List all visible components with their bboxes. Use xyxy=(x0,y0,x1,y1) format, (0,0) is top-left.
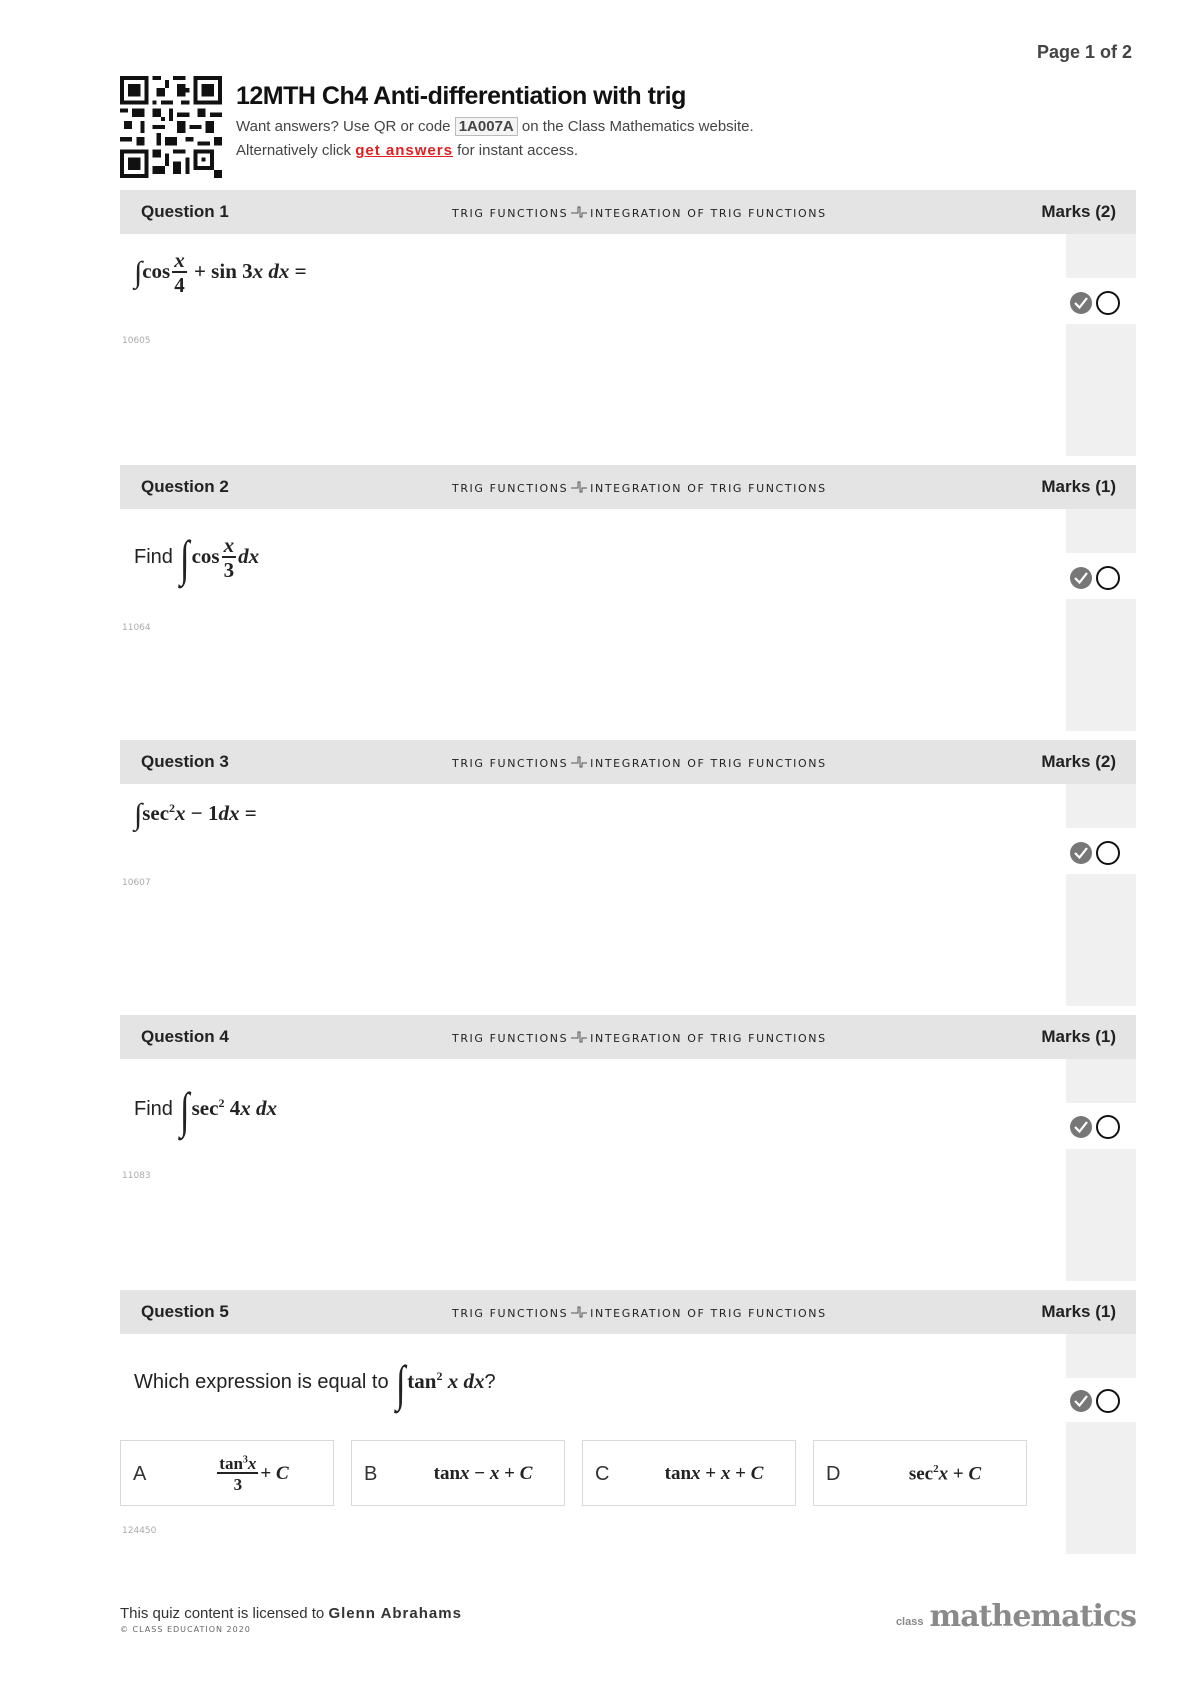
question-card xyxy=(120,465,1136,731)
question-topic xyxy=(452,206,827,220)
question-number: Question 1 xyxy=(141,202,229,221)
marking-toggle[interactable] xyxy=(1068,564,1122,592)
option-expression: tanx + x + C xyxy=(664,1463,764,1484)
option-expression: $\frac{\tan^3x}{3}$ + C xyxy=(219,1454,289,1494)
marking-toggle[interactable] xyxy=(1068,1387,1122,1415)
question-marks: Marks (2) xyxy=(1041,752,1116,771)
logo-prefix: class xyxy=(895,1616,924,1628)
answers-instruction xyxy=(236,118,754,135)
option-expression: $\sec^2x + C$ xyxy=(908,1462,982,1485)
question-number: Question 4 xyxy=(141,1027,229,1046)
check-circle-icon[interactable] xyxy=(1070,567,1092,589)
option-letter: C xyxy=(595,1463,610,1485)
question-header xyxy=(120,740,1136,784)
question-expression: $\int\sec^2x - 1dx$ = xyxy=(134,798,257,831)
topic-subcategory: INTEGRATION OF TRIG FUNCTIONS xyxy=(590,482,827,495)
question-marks: Marks (2) xyxy=(1041,202,1116,221)
page-number: Page 1 of 2 xyxy=(1036,42,1132,62)
question-expression: ∫cos $\frac{x}{4}$ + sin 3x dx = xyxy=(134,248,307,297)
question-prompt: Which expression is equal to xyxy=(134,1370,389,1393)
question-expression: Find $\int\sec^2$ 4x dx xyxy=(134,1082,277,1138)
quiz-title: 12MTH Ch4 Anti-differentiation with trig xyxy=(236,82,686,110)
answer-code: 1A007A xyxy=(455,117,518,136)
question-id: 10605 xyxy=(122,336,151,346)
question-expression: Find ∫cos $\frac{x}{3}$ dx xyxy=(134,530,260,586)
topic-subcategory: INTEGRATION OF TRIG FUNCTIONS xyxy=(590,1032,827,1045)
question-topic xyxy=(452,1306,827,1320)
empty-circle-icon[interactable] xyxy=(1097,1116,1119,1138)
question-prompt: Find xyxy=(134,1097,173,1120)
empty-circle-icon[interactable] xyxy=(1097,842,1119,864)
question-card xyxy=(120,190,1136,456)
question-id: 124450 xyxy=(122,1526,157,1536)
empty-circle-icon[interactable] xyxy=(1097,567,1119,589)
licensee-name: Glenn Abrahams xyxy=(328,1605,462,1622)
question-marks: Marks (1) xyxy=(1041,1027,1116,1046)
topic-category: TRIG FUNCTIONS xyxy=(452,1032,569,1045)
copyright: © CLASS EDUCATION 2020 xyxy=(120,1625,251,1634)
class-mathematics-logo xyxy=(896,1594,1136,1634)
answers-alternative xyxy=(236,142,578,159)
option-letter: B xyxy=(364,1463,378,1485)
question-topic xyxy=(452,1031,827,1045)
marking-panel xyxy=(1066,1149,1136,1281)
marking-panel xyxy=(1066,599,1136,731)
question-card xyxy=(120,740,1136,1006)
option-d[interactable] xyxy=(813,1440,1027,1506)
instruction-text: Alternatively click xyxy=(236,142,352,159)
answer-options xyxy=(120,1440,1030,1508)
get-answers-link[interactable]: get answers xyxy=(355,142,453,159)
empty-circle-icon[interactable] xyxy=(1097,1390,1119,1412)
marking-toggle[interactable] xyxy=(1068,289,1122,317)
question-id: 10607 xyxy=(122,878,151,888)
breadcrumb-separator-icon xyxy=(570,1306,588,1318)
license-note xyxy=(120,1605,462,1622)
check-circle-icon[interactable] xyxy=(1070,1116,1092,1138)
breadcrumb-separator-icon xyxy=(570,206,588,218)
marking-panel xyxy=(1066,324,1136,456)
question-topic xyxy=(452,481,827,495)
topic-category: TRIG FUNCTIONS xyxy=(452,757,569,770)
breadcrumb-separator-icon xyxy=(570,1031,588,1043)
option-c[interactable] xyxy=(582,1440,796,1506)
question-header xyxy=(120,1015,1136,1059)
question-expression: Which expression is equal to $\int\tan^2$ x dx? xyxy=(134,1355,496,1411)
topic-subcategory: INTEGRATION OF TRIG FUNCTIONS xyxy=(590,1307,827,1320)
quiz-header xyxy=(120,76,1136,178)
breadcrumb-separator-icon xyxy=(570,756,588,768)
option-expression: tanx − x + C xyxy=(433,1463,533,1484)
logo-wordmark: mathematics xyxy=(929,1599,1136,1634)
option-a[interactable] xyxy=(120,1440,334,1506)
question-id: 11064 xyxy=(122,623,151,633)
option-letter: D xyxy=(826,1463,841,1485)
topic-subcategory: INTEGRATION OF TRIG FUNCTIONS xyxy=(590,757,827,770)
question-prompt: Find xyxy=(134,545,173,568)
qr-code-icon[interactable] xyxy=(120,76,222,178)
check-circle-icon[interactable] xyxy=(1070,292,1092,314)
question-number: Question 5 xyxy=(141,1302,229,1321)
option-b[interactable] xyxy=(351,1440,565,1506)
question-header xyxy=(120,190,1136,234)
marking-toggle[interactable] xyxy=(1068,1113,1122,1141)
question-card xyxy=(120,1015,1136,1281)
question-card xyxy=(120,1290,1136,1554)
marking-panel xyxy=(1066,234,1136,278)
question-header xyxy=(120,465,1136,509)
question-marks: Marks (1) xyxy=(1041,1302,1116,1321)
topic-category: TRIG FUNCTIONS xyxy=(452,482,569,495)
question-header xyxy=(120,1290,1136,1334)
topic-category: TRIG FUNCTIONS xyxy=(452,1307,569,1320)
marking-panel xyxy=(1066,1059,1136,1103)
question-marks: Marks (1) xyxy=(1041,477,1116,496)
check-circle-icon[interactable] xyxy=(1070,842,1092,864)
question-topic xyxy=(452,756,827,770)
license-text: This quiz content is licensed to xyxy=(120,1605,325,1622)
topic-subcategory: INTEGRATION OF TRIG FUNCTIONS xyxy=(590,207,827,220)
marking-toggle[interactable] xyxy=(1068,839,1122,867)
topic-category: TRIG FUNCTIONS xyxy=(452,207,569,220)
breadcrumb-separator-icon xyxy=(570,481,588,493)
marking-panel xyxy=(1066,1334,1136,1378)
marking-panel xyxy=(1066,1422,1136,1554)
check-circle-icon[interactable] xyxy=(1070,1390,1092,1412)
question-number: Question 3 xyxy=(141,752,229,771)
marking-panel xyxy=(1066,509,1136,553)
question-number: Question 2 xyxy=(141,477,229,496)
marking-panel xyxy=(1066,874,1136,1006)
instruction-text: for instant access. xyxy=(457,142,578,159)
instruction-text: on the Class Mathematics website. xyxy=(521,118,754,135)
empty-circle-icon[interactable] xyxy=(1097,292,1119,314)
marking-panel xyxy=(1066,784,1136,828)
instruction-text: Want answers? Use QR or code xyxy=(236,118,451,135)
option-letter: A xyxy=(133,1463,147,1485)
question-id: 11083 xyxy=(122,1171,151,1181)
